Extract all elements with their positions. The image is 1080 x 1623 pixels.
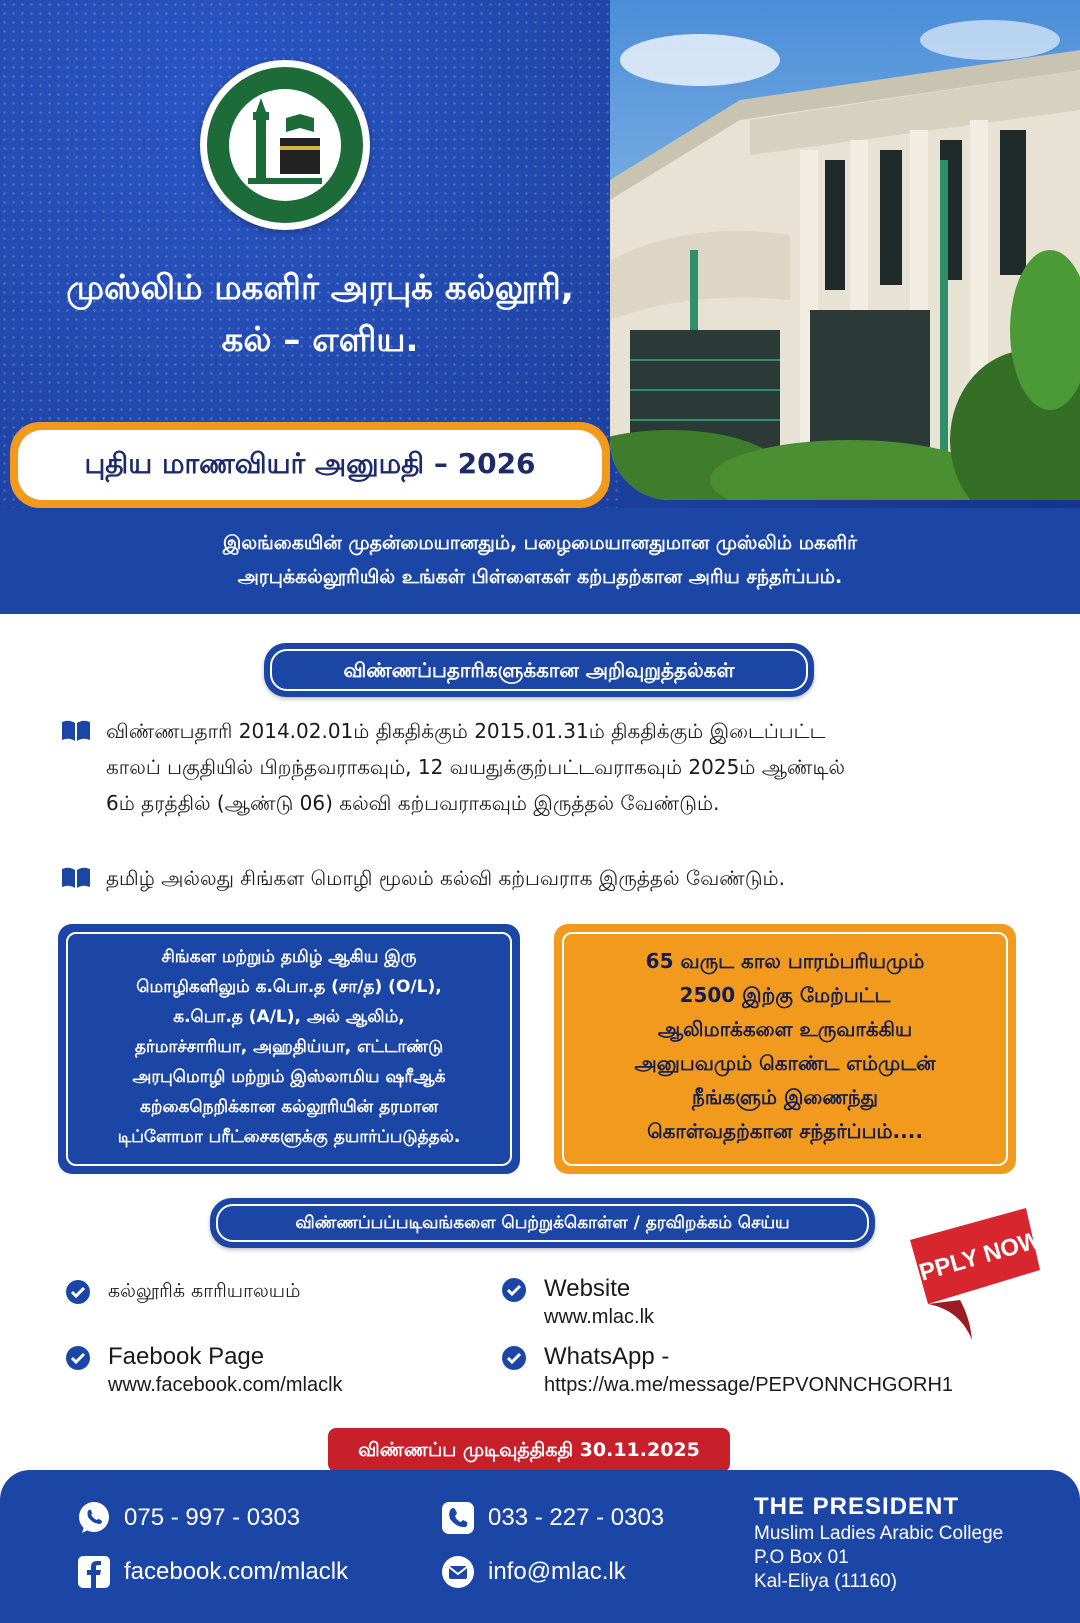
footer-phone[interactable] [440,1500,740,1536]
office-label: கல்லூரிக் காரியாலயம் [108,1280,301,1302]
contact-whatsapp[interactable] [502,1342,1062,1398]
programs-box-text [66,932,512,1166]
intro-line1: இலங்கையின் முதன்மையானதும், பழைமையானதுமான முஸ்லிம் மகளிர் [222,532,858,554]
programs-line: அரபுமொழி மற்றும் இஸ்லாமிய ஷரீஆக் [132,1067,446,1087]
instruction-item [60,860,1020,896]
instruction-line: விண்ணபதாரி 2014.02.01ம் திகதிக்கும் 2015.01.31ம் திகதிக்கும் இடைப்பட்ட [106,719,826,743]
open-book-icon [60,866,92,890]
mail-icon [440,1554,476,1590]
email-text: info@mlac.lk [488,1558,626,1585]
check-icon [66,1346,90,1370]
admission-title: புதிய மாணவியர் அனுமதி – 2026 [18,430,602,500]
contact-facebook[interactable] [66,1342,466,1398]
college-logo [200,60,370,230]
programs-line: மொழிகளிலும் க.பொ.த (சா/த) (O/L), [136,977,442,997]
whatsapp-label: WhatsApp - [544,1343,670,1370]
heritage-line: கொள்வதற்கான சந்தர்ப்பம்.... [647,1119,923,1143]
whatsapp-icon [76,1500,112,1536]
apply-now-badge[interactable] [900,1200,1042,1342]
intro-band [0,508,1080,614]
check-icon [66,1280,90,1304]
heritage-box-text [562,932,1008,1166]
instructions-heading [264,643,814,697]
facebook-text: facebook.com/mlaclk [124,1558,349,1585]
whatsapp-link[interactable]: https://wa.me/message/PEPVONNCHGORH1 [544,1374,954,1396]
phone1-text: 075 - 997 - 0303 [124,1504,301,1531]
college-name [40,262,600,366]
college-building-photo [610,0,1080,500]
phone2-text: 033 - 227 - 0303 [488,1504,665,1531]
address-line: P.O Box 01 [754,1547,849,1568]
footer-address [754,1492,1074,1594]
programs-line: சிங்கள மற்றும் தமிழ் ஆகிய இரு [161,947,417,967]
download-heading [210,1198,875,1248]
footer-facebook[interactable] [76,1554,396,1590]
programs-line: க.பொ.த (A/L), அல் ஆலிம், [173,1007,405,1027]
instruction-item [60,713,1020,821]
contact-website[interactable] [502,1274,902,1330]
address-title: THE PRESIDENT [754,1493,960,1520]
website-label: Website [544,1275,631,1302]
check-icon [502,1278,526,1302]
programs-line: கற்கைநெறிக்கான கல்லூரியின் தரமான [140,1097,438,1117]
footer-email[interactable] [440,1554,740,1590]
instruction-line: தமிழ் அல்லது சிங்கள மொழி மூலம் கல்வி கற்பவராக இருத்தல் வேண்டும். [106,866,785,890]
heritage-line: ஆலிமாக்களை உருவாக்கிய [657,1017,913,1041]
programs-line: தர்மாச்சாரியா, அஹதிய்யா, எட்டாண்டு [134,1037,444,1057]
download-heading-text: விண்ணப்பப்படிவங்களை பெற்றுக்கொள்ள / தரவிறக்கம் செய்ய [216,1204,869,1242]
facebook-label: Faebook Page [108,1343,265,1370]
programs-line: டிப்ளோமா பரீட்சைகளுக்கு தயார்ப்படுத்தல். [117,1127,461,1147]
facebook-link[interactable]: www.facebook.com/mlaclk [108,1374,343,1396]
heritage-line: நீங்களும் இணைந்து [692,1085,878,1109]
intro-line2: அரபுக்கல்லூரியில் உங்கள் பிள்ளைகள் கற்பதற்கான அரிய சந்தர்ப்பம். [237,566,843,588]
heritage-line: 65 வருட கால பாரம்பரியமும் [645,949,925,973]
heritage-line: அனுபவமும் கொண்ட எம்முடன் [634,1051,936,1075]
programs-box [58,924,520,1174]
facebook-icon [76,1554,112,1590]
heritage-box [554,924,1016,1174]
address-line: Kal-Eliya (11160) [754,1571,897,1592]
instruction-line: காலப் பகுதியில் பிறந்தவராகவும், 12 வயதுக்குற்பட்டவராகவும் 2025ம் ஆண்டில் [106,755,846,779]
college-name-line1: முஸ்லிம் மகளிர் அரபுக் கல்லூரி, [66,268,574,308]
deadline-badge: விண்ணப்ப முடிவுத்திகதி 30.11.2025 [328,1428,730,1472]
check-icon [502,1346,526,1370]
college-name-line2: கல் – எளிய. [221,320,419,360]
phone-icon [440,1500,476,1536]
heritage-line: 2500 இற்கு மேற்பட்ட [679,983,891,1007]
instruction-line: 6ம் தரத்தில் (ஆண்டு 06) கல்வி கற்பவராகவும் இருத்தல் வேண்டும். [106,791,720,815]
apply-now-text: APPLY NOW [900,1226,1042,1292]
contact-office [66,1276,466,1306]
footer-whatsapp-phone[interactable] [76,1500,396,1536]
address-line: Muslim Ladies Arabic College [754,1523,1004,1544]
open-book-icon [60,719,92,743]
website-link[interactable]: www.mlac.lk [544,1306,655,1328]
admission-badge [10,422,610,508]
instructions-heading-text: விண்ணப்பதாரிகளுக்கான அறிவுறுத்தல்கள் [270,649,808,691]
